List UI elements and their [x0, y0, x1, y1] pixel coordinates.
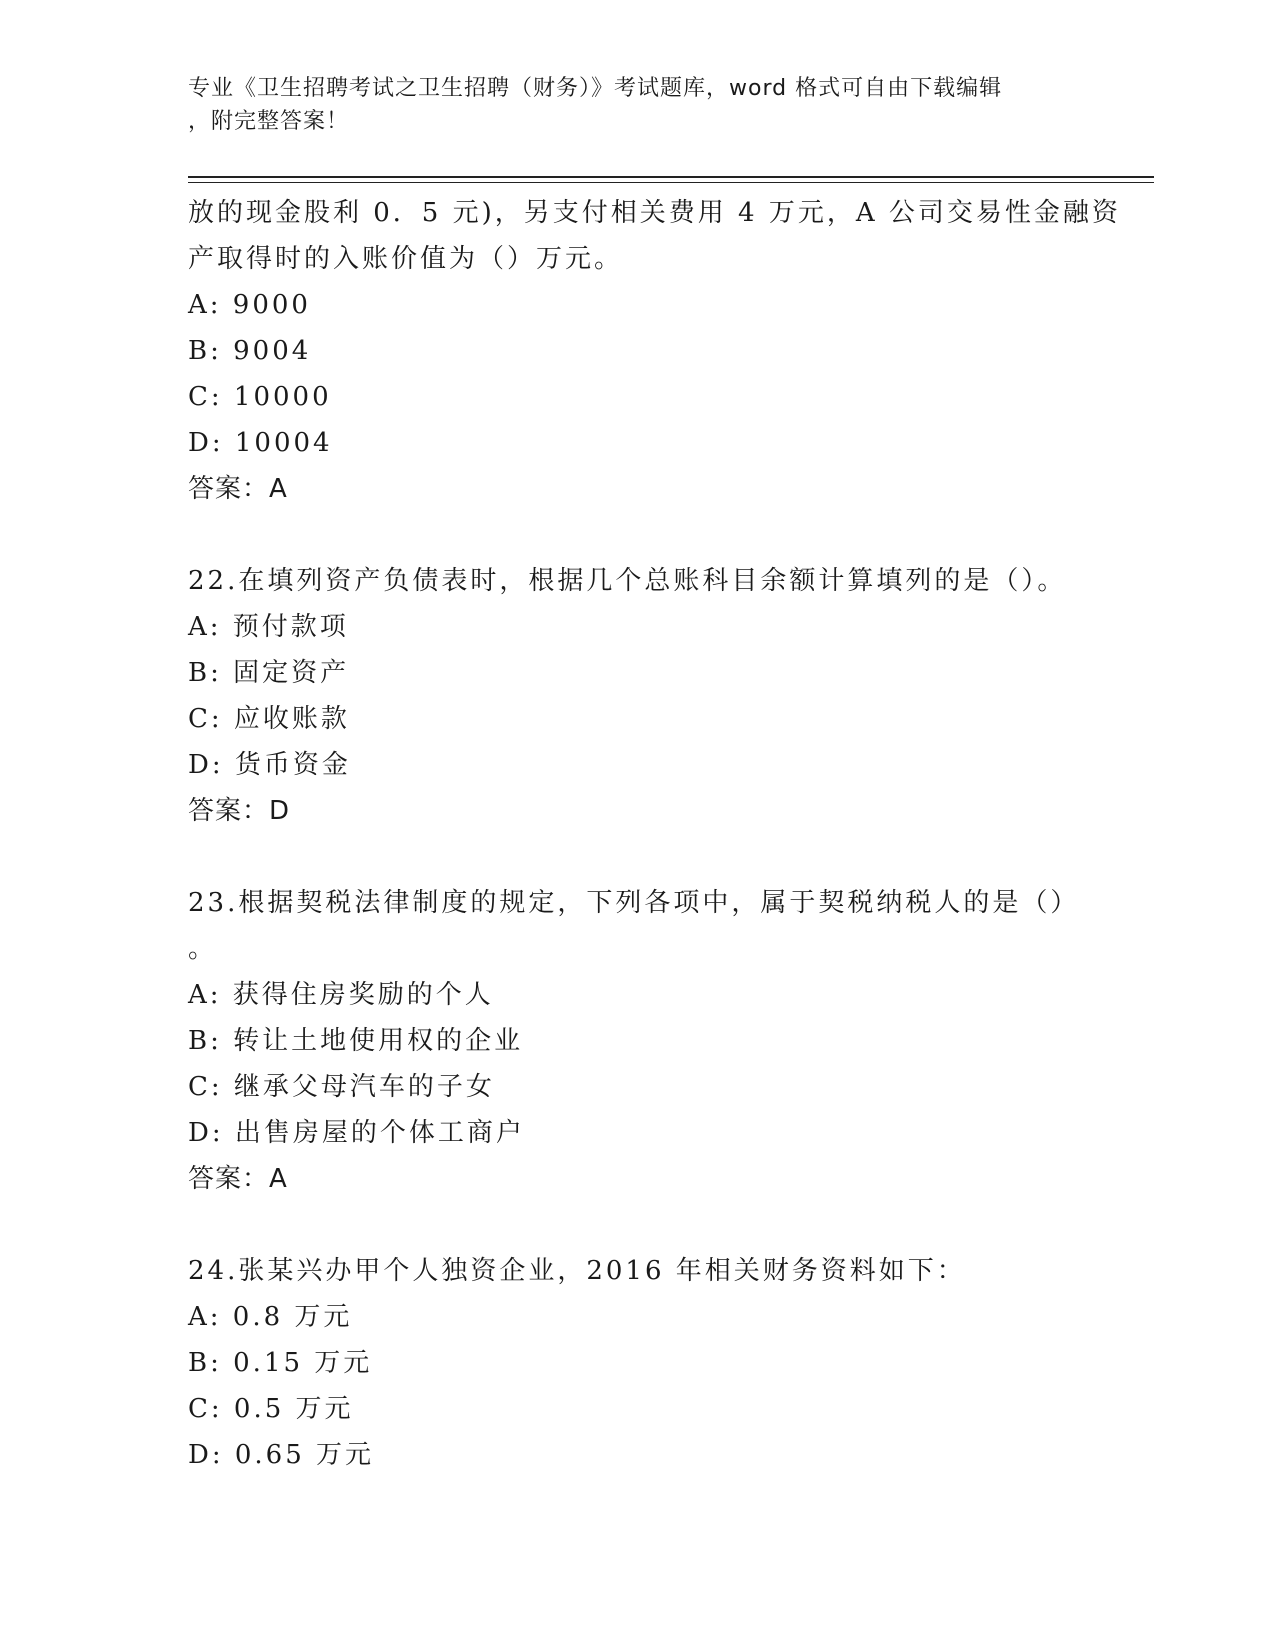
option-a: A: 获得住房奖励的个人: [188, 980, 494, 1010]
option-c: C: 继承父母汽车的子女: [188, 1072, 495, 1102]
document-header: [188, 72, 1088, 138]
question-stem: 24.张某兴办甲个人独资企业，2016 年相关财务资料如下：: [188, 1256, 966, 1286]
question-24: [188, 1248, 1088, 1478]
question-23: [188, 880, 1088, 1202]
question-stem-continued: 。: [188, 934, 218, 964]
question-stem-line: 产取得时的入账价值为（）万元。: [188, 244, 624, 274]
header-line-1: 专业《卫生招聘考试之卫生招聘（财务）》考试题库，word 格式可自由下载编辑: [188, 76, 1003, 101]
option-a: A: 9000: [188, 290, 311, 320]
question-stem-line: 放的现金股利 0．5 元)，另支付相关费用 4 万元，A 公司交易性金融资: [188, 198, 1121, 228]
header-divider-thin: [188, 182, 1154, 183]
question-stem: 22.在填列资产负债表时，根据几个总账科目余额计算填列的是（）。: [188, 566, 1067, 596]
option-c: C: 应收账款: [188, 704, 350, 734]
option-d: D: 货币资金: [188, 750, 351, 780]
answer: 答案：A: [188, 474, 288, 504]
option-d: D: 0.65 万元: [188, 1440, 375, 1470]
option-d: D: 出售房屋的个体工商户: [188, 1118, 525, 1148]
question-stem: 23.根据契税法律制度的规定，下列各项中，属于契税纳税人的是（）: [188, 888, 1080, 918]
option-c: C: 0.5 万元: [188, 1394, 354, 1424]
option-c: C: 10000: [188, 382, 332, 412]
answer: 答案：D: [188, 796, 291, 826]
option-a: A: 0.8 万元: [188, 1302, 353, 1332]
option-a: A: 预付款项: [188, 612, 349, 642]
option-b: B: 固定资产: [188, 658, 350, 688]
option-d: D: 10004: [188, 428, 333, 458]
option-b: B: 转让土地使用权的企业: [188, 1026, 524, 1056]
document-body: [188, 190, 1121, 1478]
header-divider-thick: [188, 176, 1154, 178]
answer: 答案：A: [188, 1164, 288, 1194]
option-b: B: 9004: [188, 336, 312, 366]
header-line-2: ，附完整答案！: [188, 109, 350, 134]
question-22: [188, 558, 1088, 834]
question-continued: [188, 190, 1121, 512]
option-b: B: 0.15 万元: [188, 1348, 373, 1378]
